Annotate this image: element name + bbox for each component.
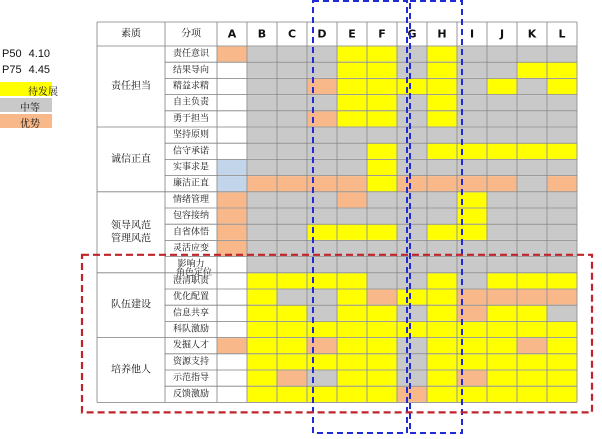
cell-15-F [368,273,397,288]
cell-3-K [518,79,547,94]
cell-10-L [548,192,577,207]
cell-2-G [398,63,427,78]
cell-4-B [248,95,277,110]
legend-label-medium: 中等 [20,103,40,114]
cell-14-H [428,257,457,272]
cell-19-A [218,338,247,353]
cell-9-A [218,176,247,191]
cell-12-L [548,225,577,240]
cell-8-B [248,160,277,175]
cell-1-C [278,47,307,62]
cell-19-H [428,338,457,353]
cell-10-G [398,192,427,207]
cell-22-G [398,387,427,402]
cell-9-J [488,176,517,191]
cell-7-B [248,144,277,159]
cell-5-G [398,111,427,126]
cell-21-C [278,371,307,386]
column-header-J: J [499,27,505,41]
cell-4-G [398,95,427,110]
cell-15-K [518,273,547,288]
cell-15-A [218,273,247,288]
cell-16-H [428,290,457,305]
cell-7-L [548,144,577,159]
overflow-label: 角色定位 [175,267,213,278]
cell-1-B [248,47,277,62]
cell-10-J [488,192,517,207]
cell-7-J [488,144,517,159]
cell-18-C [278,322,307,337]
cell-9-C [278,176,307,191]
cell-4-E [338,95,367,110]
cell-6-G [398,128,427,143]
header-quality: 素质 [121,28,141,40]
row-label-3: 精益求精 [172,81,210,92]
cell-7-F [368,144,397,159]
row-label-21: 示范指导 [172,373,210,384]
column-header-G: G [407,27,417,41]
row-label-2: 结果导向 [172,65,210,76]
cell-6-J [488,128,517,143]
row-label-15: 澄清职责 [172,275,210,286]
cell-10-D [308,192,337,207]
cell-13-H [428,241,457,256]
cell-17-K [518,306,547,321]
cell-2-B [248,63,277,78]
group-label-1: 责任担当 [111,81,151,92]
cell-22-F [368,387,397,402]
cell-20-B [248,354,277,369]
row-label-18: 科队激励 [172,324,210,335]
cell-6-E [338,128,367,143]
cell-12-E [338,225,367,240]
cell-3-G [398,79,427,94]
row-label-13: 灵活应变 [172,243,210,254]
column-header-A: A [227,27,237,41]
cell-5-E [338,111,367,126]
cell-13-K [518,241,547,256]
cell-16-K [518,290,547,305]
cell-8-A [218,160,247,175]
cell-19-K [518,338,547,353]
row-label-9: 廉洁正直 [172,178,210,189]
cell-16-A [218,290,247,305]
cell-17-J [488,306,517,321]
cell-15-E [338,273,367,288]
cell-21-J [488,371,517,386]
cell-22-C [278,387,307,402]
cell-17-G [398,306,427,321]
cell-6-K [518,128,547,143]
cell-18-A [218,322,247,337]
cell-19-F [368,338,397,353]
cell-11-K [518,209,547,224]
cell-22-D [308,387,337,402]
cell-5-H [428,111,457,126]
cell-8-F [368,160,397,175]
column-header-H: H [437,27,447,41]
cell-19-C [278,338,307,353]
cell-17-D [308,306,337,321]
cell-14-C [278,257,307,272]
cell-9-D [308,176,337,191]
cell-12-F [368,225,397,240]
cell-14-B [248,257,277,272]
cell-22-H [428,387,457,402]
row-label-22: 反馈激励 [172,389,210,400]
cell-16-L [548,290,577,305]
cell-5-K [518,111,547,126]
cell-3-A [218,79,247,94]
cell-19-J [488,338,517,353]
cell-3-J [488,79,517,94]
cell-18-D [308,322,337,337]
cell-17-A [218,306,247,321]
cell-8-H [428,160,457,175]
row-label-12: 自省体悟 [172,227,210,238]
cell-18-L [548,322,577,337]
group-label-3-1: 领导风范 [111,220,151,232]
cell-1-J [488,47,517,62]
cell-1-D [308,47,337,62]
cell-3-F [368,79,397,94]
legend-label-develop: 待发展 [28,87,58,98]
cell-11-L [548,209,577,224]
cell-1-A [218,47,247,62]
row-label-7: 信守承诺 [172,146,210,157]
cell-11-C [278,209,307,224]
cell-8-E [338,160,367,175]
group-label-5: 培养他人 [111,364,151,376]
cell-4-L [548,95,577,110]
cell-12-C [278,225,307,240]
cell-17-C [278,306,307,321]
cell-11-H [428,209,457,224]
cell-22-J [488,387,517,402]
cell-1-G [398,47,427,62]
cell-7-G [398,144,427,159]
cell-14-D [308,257,337,272]
cell-15-D [308,273,337,288]
cell-8-D [308,160,337,175]
row-label-8: 实事求是 [172,162,210,173]
cell-20-C [278,354,307,369]
legend-p75-label: P75 [2,64,22,76]
cell-20-K [518,354,547,369]
cell-18-H [428,322,457,337]
cell-6-L [548,128,577,143]
cell-11-F [368,209,397,224]
cell-6-D [308,128,337,143]
row-label-6: 坚持原则 [172,130,210,141]
cell-6-B [248,128,277,143]
cell-17-H [428,306,457,321]
cell-18-G [398,322,427,337]
cell-21-F [368,371,397,386]
cell-1-H [428,47,457,62]
cell-20-J [488,354,517,369]
cell-15-B [248,273,277,288]
row-label-5: 勇于担当 [172,113,210,124]
cell-19-G [398,338,427,353]
cell-1-F [368,47,397,62]
cell-22-K [518,387,547,402]
cell-2-C [278,63,307,78]
cell-5-F [368,111,397,126]
cell-15-H [428,273,457,288]
cell-10-F [368,192,397,207]
column-header-B: B [257,27,267,41]
cell-14-L [548,257,577,272]
cell-22-L [548,387,577,402]
cell-19-B [248,338,277,353]
cell-2-H [428,63,457,78]
cell-16-E [338,290,367,305]
cell-16-B [248,290,277,305]
cell-5-L [548,111,577,126]
cell-4-K [518,95,547,110]
cell-20-G [398,354,427,369]
cell-3-H [428,79,457,94]
cell-5-C [278,111,307,126]
cell-12-D [308,225,337,240]
cell-9-G [398,176,427,191]
cell-9-H [428,176,457,191]
row-label-4: 自主负责 [172,97,210,108]
cell-2-A [218,63,247,78]
cell-5-J [488,111,517,126]
cell-12-K [518,225,547,240]
cell-6-A [218,128,247,143]
cell-21-B [248,371,277,386]
cell-16-J [488,290,517,305]
cell-17-F [368,306,397,321]
cell-15-L [548,273,577,288]
cell-14-G [398,257,427,272]
cell-9-F [368,176,397,191]
row-label-14: 影响力 [177,259,205,270]
row-label-17: 信息共享 [172,308,210,319]
cell-8-G [398,160,427,175]
cell-10-H [428,192,457,207]
cell-17-B [248,306,277,321]
cell-22-B [248,387,277,402]
cell-12-G [398,225,427,240]
cell-11-B [248,209,277,224]
cell-7-A [218,144,247,159]
cell-12-H [428,225,457,240]
cell-3-B [248,79,277,94]
cell-14-K [518,257,547,272]
cell-4-H [428,95,457,110]
cell-2-F [368,63,397,78]
cell-21-E [338,371,367,386]
cell-20-L [548,354,577,369]
cell-10-B [248,192,277,207]
cell-4-J [488,95,517,110]
cell-14-E [338,257,367,272]
cell-15-J [488,273,517,288]
row-label-20: 资源支持 [172,356,210,367]
header-subitem: 分项 [181,28,201,40]
cell-16-D [308,290,337,305]
cell-1-E [338,47,367,62]
cell-8-K [518,160,547,175]
cell-10-C [278,192,307,207]
column-header-I: I [469,27,475,41]
cell-2-D [308,63,337,78]
cell-20-H [428,354,457,369]
cell-8-L [548,160,577,175]
cell-3-D [308,79,337,94]
cell-12-B [248,225,277,240]
cell-18-B [248,322,277,337]
cell-14-J [488,257,517,272]
cell-13-D [308,241,337,256]
cell-12-J [488,225,517,240]
cell-6-H [428,128,457,143]
cell-7-C [278,144,307,159]
cell-1-L [548,47,577,62]
cell-17-L [548,306,577,321]
cell-9-B [248,176,277,191]
cell-10-K [518,192,547,207]
column-header-L: L [558,27,566,41]
legend-label-strength: 优势 [20,119,40,130]
cell-19-E [338,338,367,353]
cell-9-E [338,176,367,191]
row-label-1: 责任意识 [172,49,210,60]
cell-11-E [338,209,367,224]
cell-2-K [518,63,547,78]
cell-18-K [518,322,547,337]
cell-11-A [218,209,247,224]
cell-2-J [488,63,517,78]
cell-15-C [278,273,307,288]
row-label-10: 情绪管理 [172,194,210,205]
cell-14-A [218,257,247,272]
cell-18-F [368,322,397,337]
cell-18-J [488,322,517,337]
cell-16-F [368,290,397,305]
cell-3-E [338,79,367,94]
column-header-F: F [378,27,386,41]
column-header-K: K [527,27,537,41]
cell-20-E [338,354,367,369]
cell-21-K [518,371,547,386]
cell-11-D [308,209,337,224]
cell-21-D [308,371,337,386]
cell-11-G [398,209,427,224]
cell-4-C [278,95,307,110]
cell-7-E [338,144,367,159]
cell-5-D [308,111,337,126]
cell-8-C [278,160,307,175]
cell-6-F [368,128,397,143]
legend-p75-value: 4.45 [28,64,51,76]
cell-16-G [398,290,427,305]
cell-2-E [338,63,367,78]
cell-22-E [338,387,367,402]
group-label-4: 队伍建设 [111,299,151,311]
cell-4-D [308,95,337,110]
cell-7-D [308,144,337,159]
cell-9-K [518,176,547,191]
cell-14-F [368,257,397,272]
cell-7-H [428,144,457,159]
column-header-C: C [287,27,297,41]
cell-15-G [398,273,427,288]
cell-19-D [308,338,337,353]
column-header-E: E [348,27,356,41]
row-label-16: 优化配置 [172,292,210,303]
group-label-2: 诚信正直 [111,153,151,165]
cell-9-L [548,176,577,191]
cell-3-L [548,79,577,94]
group-label-3-2: 管理风范 [111,233,151,245]
row-label-11: 包容接纳 [172,211,210,222]
cell-21-G [398,371,427,386]
cell-4-F [368,95,397,110]
legend-p50-value: 4.10 [28,48,51,60]
cell-12-A [218,225,247,240]
cell-18-E [338,322,367,337]
column-header-D: D [317,27,327,41]
row-label-19: 发掘人才 [172,340,210,351]
cell-20-A [218,354,247,369]
cell-22-A [218,387,247,402]
cell-21-H [428,371,457,386]
cell-8-J [488,160,517,175]
cell-21-L [548,371,577,386]
cell-1-K [518,47,547,62]
cell-20-F [368,354,397,369]
cell-16-C [278,290,307,305]
cell-3-C [278,79,307,94]
cell-10-E [338,192,367,207]
cell-17-E [338,306,367,321]
cell-2-L [548,63,577,78]
cell-5-A [218,111,247,126]
legend-p50-label: P50 [2,48,22,60]
cell-6-C [278,128,307,143]
cell-5-B [248,111,277,126]
cell-10-A [218,192,247,207]
cell-7-K [518,144,547,159]
cell-11-J [488,209,517,224]
cell-20-D [308,354,337,369]
cell-21-A [218,371,247,386]
cell-19-L [548,338,577,353]
cell-4-A [218,95,247,110]
